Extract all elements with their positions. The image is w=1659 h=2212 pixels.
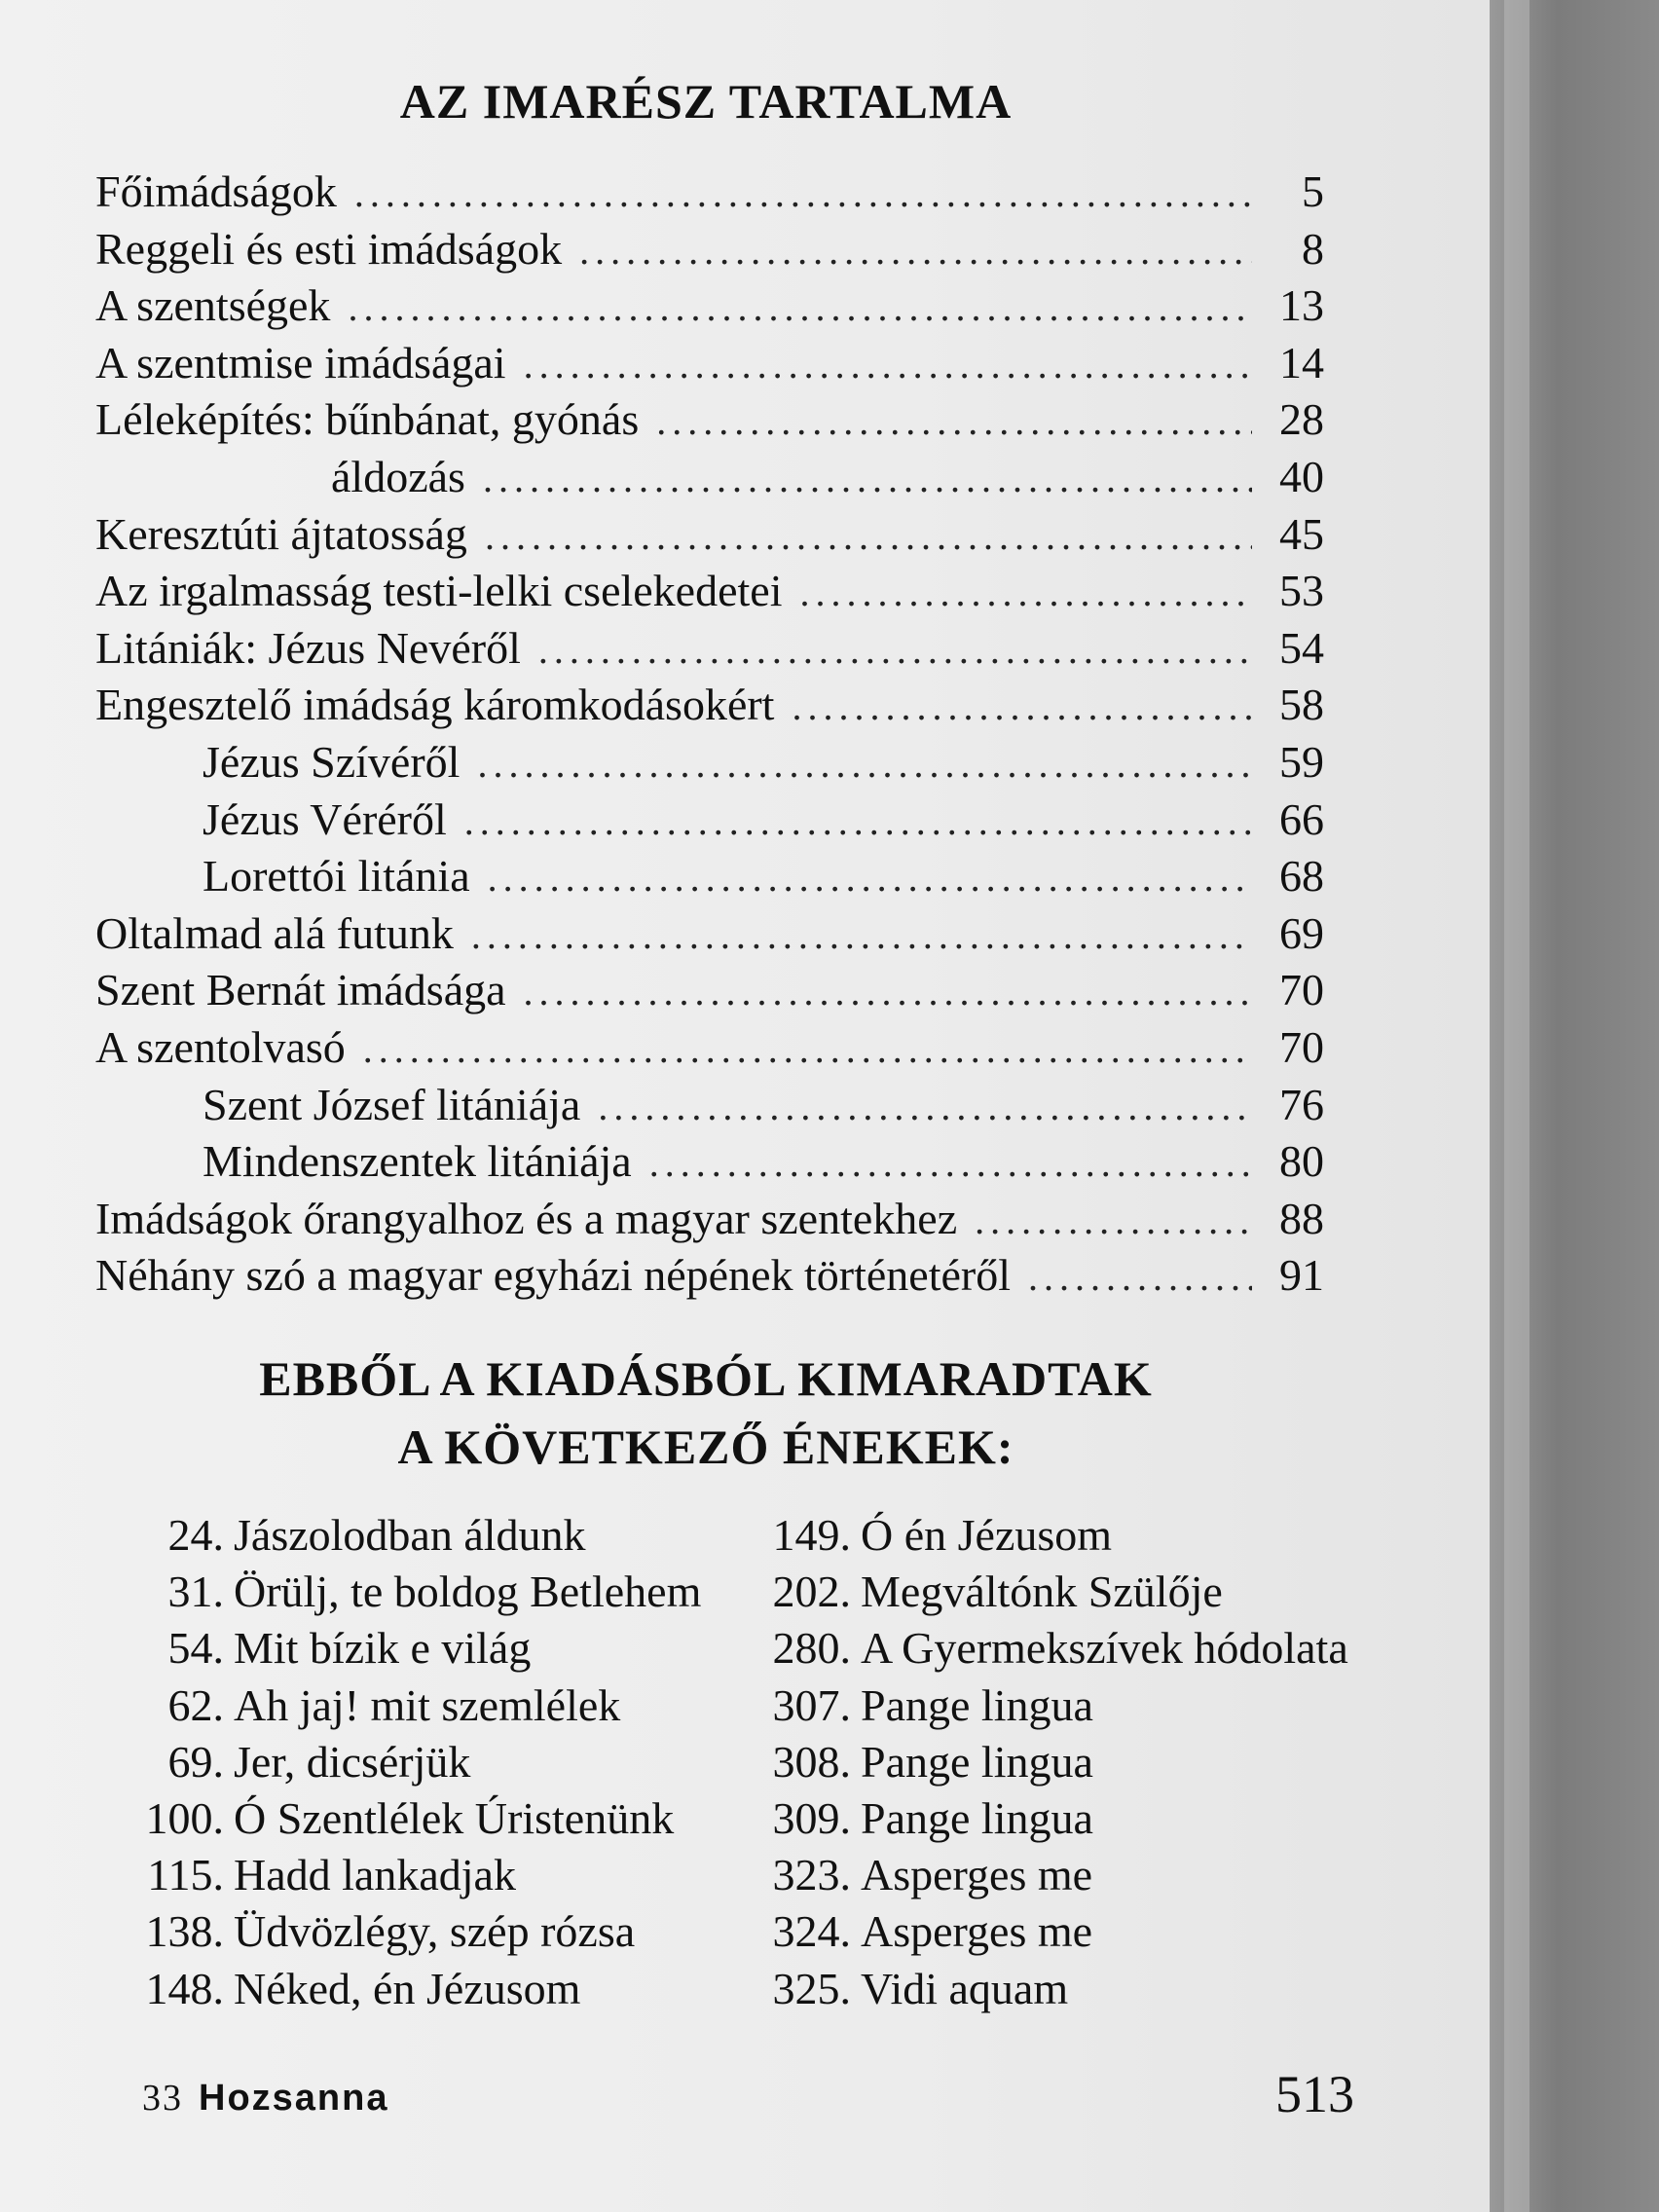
toc-entry-page: 45 xyxy=(1279,508,1324,559)
omitted-song-item xyxy=(127,1790,750,1847)
toc-entry-label: Jézus Véréről xyxy=(203,793,447,844)
toc-entry-page: 28 xyxy=(1279,394,1324,445)
song-title: Ó Szentlélek Úristenünk xyxy=(234,1792,675,1843)
omitted-song-item xyxy=(761,1620,1384,1677)
song-number: 309. xyxy=(772,1792,851,1843)
dot-leader xyxy=(348,279,1252,336)
toc-entry-page: 40 xyxy=(1279,451,1324,501)
toc-entry xyxy=(95,1191,1324,1248)
song-number: 323. xyxy=(772,1850,851,1900)
dot-leader xyxy=(975,1193,1252,1249)
song-title: Pange lingua xyxy=(861,1679,1093,1730)
toc-entry-label: Imádságok őrangyalhoz és a magyar szentekhez xyxy=(95,1193,958,1243)
song-number: 62. xyxy=(167,1679,224,1730)
dot-leader xyxy=(488,850,1252,906)
toc-entry-label: A szentolvasó xyxy=(95,1021,346,1072)
omitted-song-item xyxy=(127,1734,750,1790)
toc-entry xyxy=(95,1133,1324,1191)
toc-entry-label: áldozás xyxy=(331,451,465,501)
song-title: Jászolodban áldunk xyxy=(234,1510,586,1560)
song-title: Asperges me xyxy=(861,1906,1093,1957)
contents-title: AZ IMARÉSZ TARTALMA xyxy=(399,74,1013,129)
toc-entry xyxy=(95,962,1324,1019)
omitted-title-line-2: A KÖVETKEZŐ ÉNEKEK: xyxy=(397,1419,1014,1474)
dot-leader xyxy=(800,565,1253,621)
toc-entry-page: 88 xyxy=(1279,1193,1324,1243)
toc-entry-page: 53 xyxy=(1279,566,1324,616)
toc-entry-label: Jézus Szívéről xyxy=(203,736,461,787)
toc-entry xyxy=(95,734,1324,792)
dot-leader xyxy=(483,451,1252,507)
signature-number: 33 xyxy=(142,2078,183,2119)
toc-entry-page: 70 xyxy=(1279,965,1324,1015)
song-number: 308. xyxy=(772,1736,851,1787)
toc-entry-label: Litániák: Jézus Nevéről xyxy=(95,622,521,673)
omitted-song-item xyxy=(127,1564,750,1620)
omitted-song-item xyxy=(127,1677,750,1734)
toc-entry-label: Reggeli és esti imádságok xyxy=(95,223,563,274)
toc-entry-page: 5 xyxy=(1302,166,1324,216)
song-number: 280. xyxy=(772,1623,851,1674)
toc-entry-label: A szentségek xyxy=(95,280,331,331)
toc-entry-page: 66 xyxy=(1279,793,1324,844)
omitted-song-item xyxy=(761,1677,1384,1734)
dot-leader xyxy=(477,736,1252,793)
song-title: Pange lingua xyxy=(861,1792,1093,1843)
toc-entry xyxy=(95,221,1324,278)
toc-entry-page: 8 xyxy=(1302,223,1324,274)
toc-entry-label: Szent József litániája xyxy=(203,1079,581,1129)
toc-entry xyxy=(95,905,1324,963)
song-title: Megváltónk Szülője xyxy=(861,1567,1223,1617)
song-title: Üdvözlégy, szép rózsa xyxy=(234,1906,636,1957)
toc-entry-page: 59 xyxy=(1279,736,1324,787)
song-title: Ah jaj! mit szemlélek xyxy=(234,1679,621,1730)
dot-leader xyxy=(354,166,1252,222)
toc-entry-label: Oltalmad alá futunk xyxy=(95,907,454,958)
toc-entry-label: Néhány szó a magyar egyházi népének történetéről xyxy=(95,1250,1012,1301)
toc-entry-page: 13 xyxy=(1279,280,1324,331)
dot-leader xyxy=(792,679,1252,735)
toc-entry-page: 68 xyxy=(1279,851,1324,902)
omitted-song-item xyxy=(761,1734,1384,1790)
toc-entry xyxy=(95,792,1324,849)
song-title: Örülj, te boldog Betlehem xyxy=(234,1567,702,1617)
toc-entry-page: 70 xyxy=(1279,1021,1324,1072)
printer-signature xyxy=(142,2077,388,2120)
song-number: 148. xyxy=(145,1963,224,2013)
omitted-song-item xyxy=(127,1961,750,2017)
song-title: Hadd lankadjak xyxy=(234,1850,516,1900)
omitted-song-item xyxy=(761,1564,1384,1620)
omitted-songs-right-column xyxy=(761,1507,1384,2017)
dot-leader xyxy=(471,907,1252,964)
song-number: 54. xyxy=(167,1623,224,1674)
toc-entry-page: 80 xyxy=(1279,1136,1324,1187)
toc-entry-page: 54 xyxy=(1279,622,1324,673)
toc-entry-label: Léleképítés: bűnbánat, gyónás xyxy=(95,394,640,445)
omitted-song-item xyxy=(127,1507,750,1564)
toc-entry xyxy=(95,506,1324,564)
toc-entry-label: Keresztúti ájtatosság xyxy=(95,508,467,559)
toc-entry-page: 58 xyxy=(1279,680,1324,730)
omitted-song-item xyxy=(761,1961,1384,2017)
song-number: 138. xyxy=(145,1906,224,1957)
toc-entry xyxy=(95,1077,1324,1134)
toc-entry xyxy=(95,848,1324,905)
toc-entry-label: Szent Bernát imádsága xyxy=(95,965,506,1015)
omitted-song-item xyxy=(761,1507,1384,1564)
song-title: Vidi aquam xyxy=(861,1963,1069,2013)
dot-leader xyxy=(485,508,1252,565)
song-title: Mit bízik e világ xyxy=(234,1623,532,1674)
dot-leader xyxy=(1028,1249,1252,1306)
omitted-song-item xyxy=(761,1790,1384,1847)
toc-entry xyxy=(95,677,1324,734)
dot-leader xyxy=(524,337,1252,393)
dot-leader xyxy=(363,1021,1252,1078)
toc-entry-page: 14 xyxy=(1279,337,1324,387)
toc-entry xyxy=(95,563,1324,620)
song-number: 24. xyxy=(167,1510,224,1560)
toc-entry xyxy=(95,277,1324,335)
dot-leader xyxy=(649,1135,1252,1192)
signature-title: Hozsanna xyxy=(199,2078,389,2119)
song-title: Jer, dicsérjük xyxy=(234,1736,471,1787)
toc-entry xyxy=(95,1019,1324,1077)
omitted-song-item xyxy=(761,1847,1384,1903)
song-number: 69. xyxy=(167,1736,224,1787)
toc-entry-label: A szentmise imádságai xyxy=(95,337,506,387)
song-number: 115. xyxy=(147,1850,224,1900)
toc-entry-label: Lorettói litánia xyxy=(203,851,470,902)
omitted-song-item xyxy=(127,1847,750,1903)
song-title: Pange lingua xyxy=(861,1736,1093,1787)
omitted-song-item xyxy=(127,1903,750,1960)
song-title: Asperges me xyxy=(861,1850,1093,1900)
song-number: 325. xyxy=(772,1963,851,2013)
omitted-song-item xyxy=(127,1620,750,1677)
table-of-contents xyxy=(95,164,1324,1305)
song-number: 31. xyxy=(167,1567,224,1617)
song-number: 324. xyxy=(772,1906,851,1957)
toc-entry-label: Az irgalmasság testi-lelki cselekedetei xyxy=(95,566,783,616)
song-title: A Gyermekszívek hódolata xyxy=(861,1623,1348,1674)
song-title: Néked, én Jézusom xyxy=(234,1963,581,2013)
toc-entry-page: 69 xyxy=(1279,907,1324,958)
toc-entry xyxy=(95,164,1324,221)
toc-entry-page: 76 xyxy=(1279,1079,1324,1129)
page-number: 513 xyxy=(1275,2065,1354,2123)
song-number: 307. xyxy=(772,1679,851,1730)
omitted-title-line-1: EBBŐL A KIADÁSBÓL KIMARADTAK xyxy=(259,1351,1153,1406)
toc-entry-label: Engesztelő imádság káromkodásokért xyxy=(95,680,775,730)
dot-leader xyxy=(524,964,1252,1020)
song-title: Ó én Jézusom xyxy=(861,1510,1113,1560)
toc-entry xyxy=(95,1247,1324,1305)
song-number: 100. xyxy=(145,1792,224,1843)
page-edge-shadow xyxy=(1504,0,1530,2212)
dot-leader xyxy=(538,622,1252,679)
omitted-song-item xyxy=(761,1903,1384,1960)
toc-entry-label: Mindenszentek litániája xyxy=(203,1136,632,1187)
song-number: 202. xyxy=(772,1567,851,1617)
toc-entry xyxy=(95,620,1324,678)
song-number: 149. xyxy=(772,1510,851,1560)
dot-leader xyxy=(656,393,1252,450)
toc-entry xyxy=(95,449,1324,506)
dot-leader xyxy=(598,1079,1252,1135)
dot-leader xyxy=(464,793,1252,850)
toc-entry-label: Főimádságok xyxy=(95,166,337,216)
toc-entry xyxy=(95,335,1324,392)
omitted-songs-left-column xyxy=(127,1507,750,2017)
toc-entry xyxy=(95,391,1324,449)
dot-leader xyxy=(579,223,1252,279)
toc-entry-page: 91 xyxy=(1279,1250,1324,1301)
